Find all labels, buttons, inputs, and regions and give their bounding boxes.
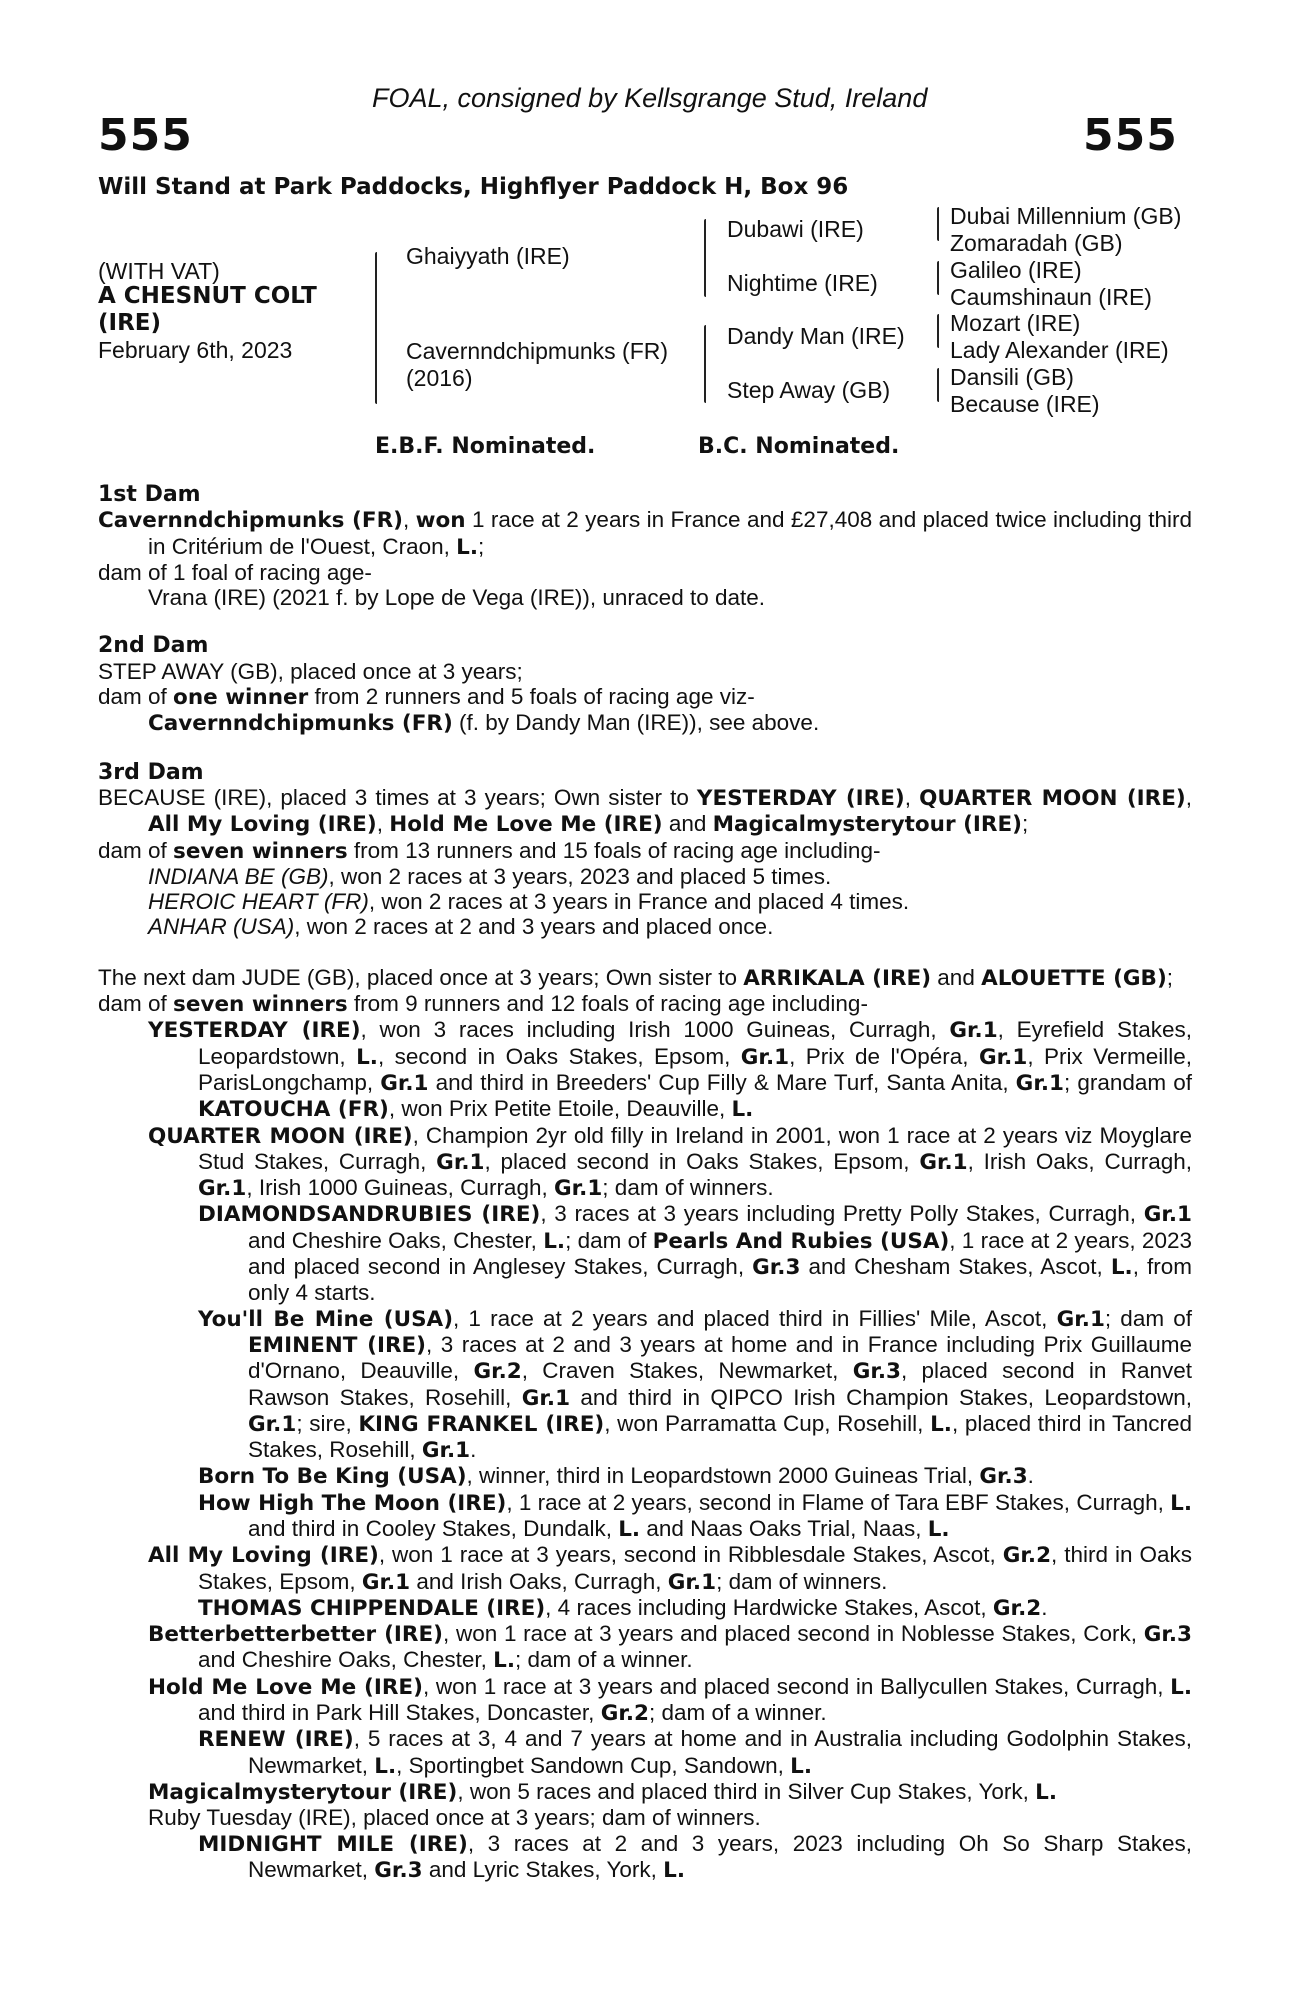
listed-badge: L. [790,1753,813,1779]
text: and Lyric Stakes, York, [422,1856,664,1882]
grade-badge: Gr.1 [421,1438,471,1464]
descendant-name: THOMAS CHIPPENDALE (IRE) [198,1595,546,1621]
text: ; dam of a winner. [515,1647,693,1673]
produce-name: HEROIC HEART (FR) [148,889,369,915]
grade-badge: Gr.3 [979,1464,1028,1490]
text: ; dam of winners. [602,1175,774,1201]
text: ; dam of a winner. [649,1700,827,1726]
produce-name: ANHAR (USA) [148,914,295,940]
listed-badge: L. [374,1753,397,1779]
produce-entry [148,1123,1192,1202]
text: and third in Park Hill Stakes, Doncaster, [198,1700,601,1726]
descendant-name: EMINENT (IRE) [248,1332,427,1358]
pedigree-g1: Dubai Millennium (GB) [950,203,1182,229]
text: from 13 runners and 15 foals of racing age including- [347,837,881,863]
grade-badge: Gr.1 [1143,1202,1192,1228]
text: from 2 runners and 5 foals of racing age viz- [308,684,755,710]
grade-badge: Gr.1 [553,1176,603,1202]
produce-entry [148,914,1192,939]
foals-summary [98,838,1192,864]
text: , second in Oaks Stakes, Epsom, [377,1043,741,1069]
descendant-name: MIDNIGHT MILE (IRE) [198,1831,468,1857]
produce-entry [148,1674,1192,1727]
descendant-name: KING FRANKEL (IRE) [358,1411,605,1437]
descendant-entry [198,1306,1192,1464]
grade-badge: Gr.1 [919,1149,968,1175]
brace-dam [704,325,706,403]
listed-badge: L. [456,534,479,560]
text: , placed third in Tancred Stakes, Rosehill, [248,1410,1192,1463]
text: , won 1 race at 3 years, second in Ribblesdale Stakes, Ascot, [378,1542,1003,1568]
dam-record: STEP AWAY (GB), placed once at 3 years; [98,658,523,684]
text: ; dam of winners. [716,1568,888,1594]
sibling-name: Magicalmysterytour (IRE) [712,812,1022,838]
sibling-name: All My Loving (IRE) [148,812,377,838]
descendant-entry [198,1831,1192,1884]
listed-badge: L. [927,1516,950,1542]
listed-badge: L. [1110,1255,1133,1281]
listed-badge: L. [930,1411,952,1437]
sibling-name: Hold Me Love Me (IRE) [389,812,663,838]
text: , won 2 races at 3 years in France and placed 4 times. [368,889,910,915]
produce-entry: Ruby Tuesday (IRE), placed once at 3 years; dam of winners. [148,1805,761,1831]
grade-badge: Gr.3 [752,1255,801,1281]
pedigree-g6: Lady Alexander (IRE) [950,337,1169,363]
grade-badge: Gr.1 [949,1018,998,1044]
text: , won 3 races including Irish 1000 Guineas, Curragh, [360,1017,950,1043]
pedigree-g4: Caumshinaun (IRE) [950,284,1152,310]
grade-badge: Gr.1 [1015,1070,1064,1096]
consignor-line: FOAL, consigned by Kellsgrange Stud, Ireland [372,83,928,113]
produce-name: YESTERDAY (IRE) [148,1018,361,1044]
produce-name: Betterbetterbetter (IRE) [148,1622,443,1648]
pedigree-sire-dam: Nightime (IRE) [727,270,878,296]
listed-badge: L. [1035,1779,1058,1805]
lot-number-right: 555 [1083,110,1178,161]
produce-name: QUARTER MOON (IRE) [148,1123,413,1149]
sibling-name: YESTERDAY (IRE) [696,785,905,811]
descendant-entry [198,1726,1192,1779]
text: and Irish Oaks, Curragh, [410,1568,668,1594]
text: ; grandam of [1063,1069,1192,1095]
text: , third in Oaks Stakes, Epsom, [198,1542,1192,1594]
text: , placed second in Oaks Stakes, Epsom, [484,1148,920,1174]
dam-record [98,965,1192,991]
text: and Chesham Stakes, Ascot, [800,1254,1111,1280]
listed-badge: L. [618,1516,641,1542]
produce-entry [148,1621,1192,1674]
text: . [1027,1463,1034,1489]
text: , Craven Stakes, Newmarket, [521,1358,853,1384]
produce-entry [148,864,1192,889]
produce-entry [148,1542,1192,1595]
text: , won Parramatta Cup, Rosehill, [604,1410,931,1436]
produce-entry [148,1017,1192,1122]
produce-entry [148,889,1192,914]
produce-name: Magicalmysterytour (IRE) [148,1779,458,1805]
dam-name: Cavernndchipmunks (FR) [98,508,403,534]
pedigree-dam: Cavernndchipmunks (FR) [406,338,669,364]
catalogue-body [98,482,1192,1883]
produce-entry [148,1779,1192,1805]
text: , Irish 1000 Guineas, Curragh, [246,1175,554,1201]
won-label: won [415,508,466,534]
winners-count: one winner [173,685,309,711]
listed-badge: L. [1170,1490,1192,1516]
text: , Prix Vermeille, ParisLongchamp, [198,1043,1192,1095]
second-dam-section [98,633,1192,736]
pedigree-sire-sire: Dubawi (IRE) [727,216,864,242]
sibling-name: ARRIKALA (IRE) [743,965,932,991]
sibling-name: ALOUETTE (GB) [981,965,1167,991]
brace-g2 [937,261,939,295]
brace-g4 [937,368,939,402]
pedigree-g2: Zomaradah (GB) [950,230,1123,256]
grade-badge: Gr.3 [374,1857,423,1883]
produce-name: All My Loving (IRE) [148,1543,379,1569]
grade-badge: Gr.1 [361,1569,411,1595]
pedigree-g3: Galileo (IRE) [950,257,1082,283]
pedigree-dam-sire: Dandy Man (IRE) [727,323,905,349]
descendant-name: KATOUCHA (FR) [198,1097,389,1123]
winners-count: seven winners [173,838,348,864]
grade-badge: Gr.1 [1056,1306,1105,1332]
listed-badge: L. [731,1097,754,1123]
pedigree-g8: Because (IRE) [950,391,1100,417]
text: , winner, third in Leopardstown 2000 Guineas Trial, [466,1463,980,1489]
dam-record [98,507,1192,560]
descendant-name: Pearls And Rubies (USA) [652,1228,950,1254]
text: , won Prix Petite Etoile, Deauville, [388,1096,732,1122]
grade-badge: Gr.1 [979,1044,1028,1070]
text: and third in Breeders' Cup Filly & Mare Turf, Santa Anita, [428,1069,1016,1095]
text: from 9 runners and 12 foals of racing age including- [347,991,868,1017]
produce-entry: Vrana (IRE) (2021 f. by Lope de Vega (IRE)), unraced to date. [148,585,766,611]
descendant-name: RENEW (IRE) [198,1727,354,1753]
text: ; [1021,811,1029,837]
listed-badge: L. [1170,1674,1192,1700]
text: , 1 race at 2 years, 2023 and placed second in Anglesey Stakes, Curragh, [248,1227,1192,1280]
text: BECAUSE (IRE), placed 3 times at 3 years; Own sister to [98,784,697,810]
first-dam-section [98,482,1192,610]
produce-entry [148,710,1192,736]
text: dam of [98,991,174,1017]
grade-badge: Gr.3 [1143,1622,1192,1648]
text: , [1185,784,1192,810]
lot-number-left: 555 [98,110,193,161]
foals-summary: dam of 1 foal of racing age- [98,559,372,585]
text: ; dam of [1104,1305,1193,1331]
section-heading: 1st Dam [98,482,201,507]
brace-g1 [937,207,939,241]
brace-main [375,252,377,404]
text: , 3 races at 2 and 3 years, 2023 including Oh So Sharp Stakes, Newmarket, [248,1830,1192,1882]
descendant-entry [198,1490,1192,1543]
text: ; sire, [296,1410,359,1436]
produce-name: Hold Me Love Me (IRE) [148,1674,423,1700]
text: and [931,964,982,990]
descendant-name: Born To Be King (USA) [198,1464,467,1490]
pedigree-g7: Dansili (GB) [950,364,1074,390]
text: , Sportingbet Sandown Cup, Sandown, [396,1752,791,1778]
grade-badge: Gr.3 [852,1359,901,1385]
text: and third in Cooley Stakes, Dundalk, [248,1515,619,1541]
text: and Cheshire Oaks, Chester, [198,1647,494,1673]
text: , [904,784,920,810]
text: The next dam JUDE (GB), placed once at 3 years; Own sister to [98,964,744,990]
text: , won 1 race at 3 years and placed second in Noblesse Stakes, Cork, [442,1621,1144,1647]
pedigree-dam-dam: Step Away (GB) [727,377,891,403]
grade-badge: Gr.2 [1002,1543,1052,1569]
brace-sire [704,219,706,297]
text: , 3 races at 2 and 3 years at home and in France including Prix Guillaume d'Ornano, Deauville, [248,1331,1192,1384]
grade-badge: Gr.1 [248,1411,297,1437]
text: . [1041,1594,1048,1620]
listed-badge: L. [663,1857,686,1883]
text: , won 2 races at 3 years, 2023 and placed 5 times. [328,863,832,889]
descendant-entry [198,1201,1192,1305]
text: , 4 races including Hardwicke Stakes, Ascot, [545,1594,993,1620]
foals-summary [98,991,1192,1017]
horse-origin: (IRE) [98,310,162,336]
text: (f. by Dandy Man (IRE)), see above. [452,710,820,736]
text: , 1 race at 2 years, second in Flame of Tara EBF Stakes, Curragh, [506,1489,1171,1515]
text: , 1 race at 2 years and placed third in Fillies' Mile, Ascot, [453,1305,1057,1331]
text: ; [478,533,485,559]
text: and Naas Oaks Trial, Naas, [640,1515,928,1541]
foals-summary [98,684,1192,710]
text: 1 race at 2 years in France and £27,408 and placed twice including third in Critérium de l'Ouest, Craon, [148,507,1192,559]
text: , Eyrefield Stakes, Leopardstown, [198,1017,1192,1069]
stand-location: Will Stand at Park Paddocks, Highflyer Paddock H, Box 96 [98,174,849,200]
descendant-name: You'll Be Mine (USA) [198,1306,454,1332]
grade-badge: Gr.1 [380,1070,429,1096]
grade-badge: Gr.2 [600,1701,649,1727]
next-dam-section [98,965,1192,1883]
text: and third in QIPCO Irish Champion Stakes, Leopardstown, [570,1384,1192,1410]
listed-badge: L. [356,1044,378,1070]
text: dam of [98,684,174,710]
section-heading: 2nd Dam [98,633,209,659]
section-heading: 3rd Dam [98,759,204,785]
text: and Cheshire Oaks, Chester, [248,1227,544,1253]
text: dam of [98,837,174,863]
text: , [402,507,416,533]
pedigree-g5: Mozart (IRE) [950,310,1081,336]
text: , Prix de l'Opéra, [789,1043,979,1069]
descendant-entry [198,1595,1192,1621]
grade-badge: Gr.1 [521,1385,571,1411]
listed-badge: L. [543,1228,566,1254]
text: ; dam of [565,1227,653,1253]
grade-badge: Gr.1 [740,1044,790,1070]
grade-badge: Gr.2 [992,1595,1042,1621]
foaling-date: February 6th, 2023 [98,337,293,363]
pedigree-sire: Ghaiyyath (IRE) [406,243,570,269]
text: , won 5 races and placed third in Silver Cup Stakes, York, [457,1778,1036,1804]
text: , won 1 race at 3 years and placed second in Ballycullen Stakes, Curragh, [422,1673,1171,1699]
text: , from only 4 starts. [248,1254,1192,1306]
bc-nomination: B.C. Nominated. [698,434,900,459]
descendant-name: DIAMONDSANDRUBIES (IRE) [198,1202,541,1228]
pedigree-dam-year: (2016) [406,365,473,391]
brace-g3 [937,314,939,348]
text: , won 2 races at 2 and 3 years and placed once. [294,914,774,940]
text: , Irish Oaks, Curragh, [967,1148,1192,1174]
text: . [470,1437,477,1463]
horse-description: A CHESNUT COLT [98,283,317,309]
listed-badge: L. [493,1648,516,1674]
grade-badge: Gr.1 [198,1176,247,1202]
text: and [662,811,713,837]
vat-note: (WITH VAT) [98,258,220,284]
grade-badge: Gr.2 [473,1359,522,1385]
grade-badge: Gr.1 [436,1149,485,1175]
text: , 3 races at 3 years including Pretty Polly Stakes, Curragh, [540,1201,1144,1227]
third-dam-section [98,760,1192,940]
text: ; [1166,964,1174,990]
dam-record [98,785,1192,838]
text: , placed second in Ranvet Rawson Stakes, Rosehill, [248,1358,1192,1410]
winners-count: seven winners [173,992,348,1018]
text: , 5 races at 3, 4 and 7 years at home and in Australia including Godolphin Stakes, Newmarket, [248,1726,1192,1778]
ebf-nomination: E.B.F. Nominated. [375,434,596,459]
grade-badge: Gr.1 [667,1569,717,1595]
descendant-name: How High The Moon (IRE) [198,1490,507,1516]
text: , Champion 2yr old filly in Ireland in 2001, won 1 race at 2 years viz Moyglare Stud Stakes, Curragh, [198,1122,1192,1174]
sibling-name: QUARTER MOON (IRE) [919,785,1186,811]
descendant-entry [198,1463,1192,1489]
text: , [376,811,390,837]
produce-name: Cavernndchipmunks (FR) [148,711,453,737]
produce-name: INDIANA BE (GB) [148,863,329,889]
